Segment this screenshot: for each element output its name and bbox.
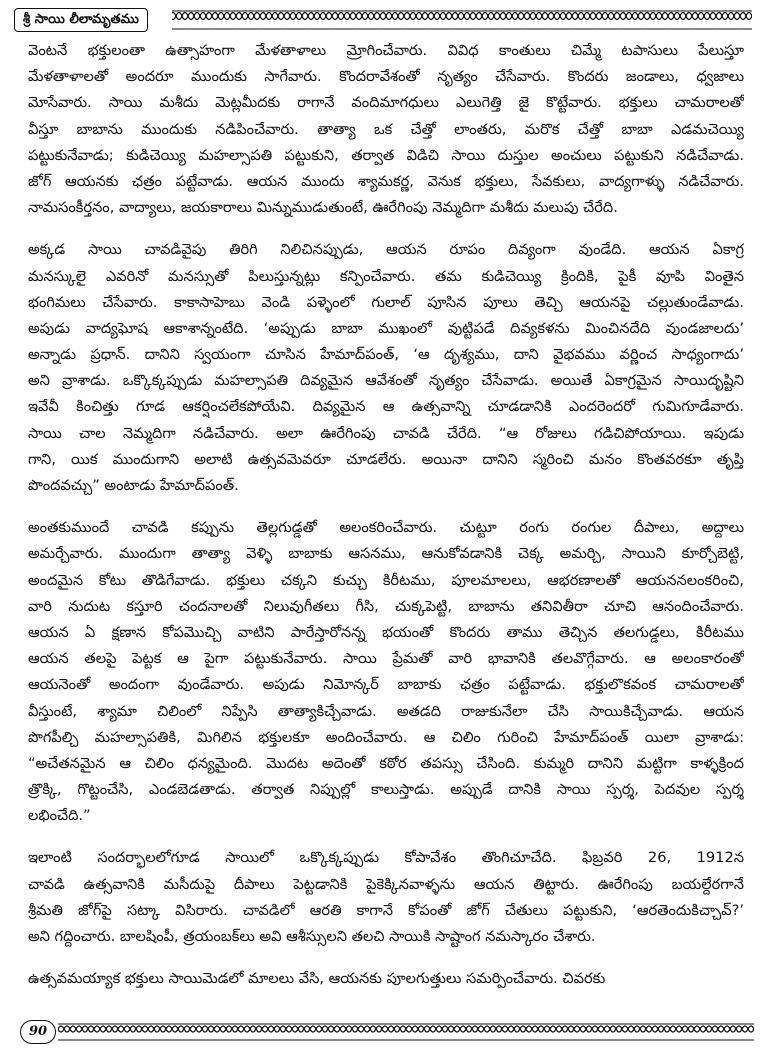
text-line: వారి నుదుట కస్తూరి చందనాలతో నిలువుగీతలు గీసి, చుక్కపెట్టి, బాబాను తనివితీరా చూచి ఆనందించేవారు. bbox=[28, 597, 744, 615]
page-footer bbox=[14, 1020, 754, 1046]
paragraph bbox=[28, 38, 744, 221]
paragraph bbox=[28, 966, 744, 992]
page-header bbox=[14, 8, 754, 32]
text-line: మనస్కులై ఎవరినో మనస్సుతో పిలుస్తున్నట్లు కన్పించేవారు. తమ కుడిచెయ్యి క్రిందికి, పైకీ వూపి వింతైన bbox=[28, 267, 744, 285]
text-line: పొగపీల్చి మహల్సాపతికి, మిగిలిన భక్తులకూ అందించేవారు. ఆ చిలిం గురించి హేమాద్‌పంత్ యిలా వ్రాశాడు: bbox=[28, 728, 744, 746]
text-line: ఇలాంటి సందర్భాలలోగూడ సాయిలో ఒక్కొక్కప్పుడు కోపావేశం తొంగిచూచేది. ఫిబ్రవరి 26, 1912న bbox=[28, 849, 744, 867]
paragraph bbox=[28, 515, 744, 829]
text-line: శ్రీమతి జోగ్‌పై సట్కా విసిరారు. చావడిలో ఆరతి కాగానే కోపంతో జోగ్ చేతులు పట్టుకుని, ‘ఆరతెందుకిచ్చావ్?’ bbox=[28, 901, 744, 919]
text-line: పొందవచ్చు” అంటాడు హేమాద్‌పంత్. bbox=[28, 477, 239, 494]
paragraph bbox=[28, 845, 744, 950]
text-line: మేళతాళాలతో అందరూ ముందుకు సాగేవారు. కొందరావేశంతో నృత్యం చేసేవారు. కొందరు జండాలు, ధ్వజాలు bbox=[28, 68, 744, 86]
text-line: అపుడు వాద్యఘోష ఆకాశాన్నంటేది. ‘అప్పుడు బాబా ముఖంలో వుట్టిపడే దివ్యకళను మించినదేది వుండజాలదు’ bbox=[28, 319, 744, 337]
text-line: ఇవేవీ కించిత్తు గూడ ఆకర్షించలేకపోయేవి. దివ్యమైన ఆ ఉత్సవాన్ని చూడడానికి ఎందరెందరో గుమిగూడేవారు. bbox=[28, 398, 744, 416]
text-line: వీస్తూ బాబాను ముందుకు నడిపించేవారు. తాత్యా ఒక చేత్తో లాంతరు, మరొక చేత్తో బాబా ఎడమచెయ్యి bbox=[28, 120, 744, 138]
text-line: ఉత్సవమయ్యాక భక్తులు సాయిమెడలో మాలలు వేసి, ఆయనకు పూలగుత్తులు సమర్పించేవారు. చివరకు bbox=[28, 970, 606, 988]
page-body bbox=[28, 38, 744, 1008]
text-line: “అచేతనమైన ఆ చిలిం ధన్యమైంది. మొదట అదెంతో కఠోర తపస్సు చేసింది. కుమ్మరి దానిని మట్టిగా కాళ్ళక్రింద bbox=[28, 754, 744, 772]
text-line: వీస్తుంటే, శ్యామా చిలింలో నిప్పేసి తాత్యాకిచ్చేవాడు. అతడది రాజుకునేలా చేసి సాయికిచ్చేవాడు. ఆయన bbox=[28, 702, 744, 720]
text-line: లభించేది.” bbox=[28, 807, 91, 825]
text-line: అన్నాడు ప్రధాన్. దానిని స్వయంగా చూసిన హేమాద్‌పంత్, ‘ఆ దృశ్యము, దాని వైభవము వర్ణించ సాధ్యంగాదు’ bbox=[28, 346, 744, 364]
text-line: వెంటనే భక్తులంతా ఉత్సాహంగా మేళతాళాలు మ్రోగించేవారు. వివిధ కాంతులు చిమ్మే టపాసులు పేలుస్తూ bbox=[28, 42, 744, 59]
text-line: జోగ్ ఆయనకు ఛత్రం పట్టేవాడు. ఆయన ముందు శ్యామకర్ణ, వెనుక భక్తులు, సేవకులు, వాద్యగాళ్ళు నడిచేవారు. bbox=[28, 172, 744, 190]
text-line: పట్టుకునేవాడు; కుడిచెయ్యి మహల్సాపతి పట్టుకుని, తర్వాత విడిచి సాయి దుస్తుల అంచులు పట్టుకుని నడిచేవాడు. bbox=[28, 146, 744, 164]
text-line: అంతకుముందే చావడి కప్పును తెల్లగుడ్డతో అలంకరించేవారు. చుట్టూ రంగు రంగుల దీపాలు, అద్దాలు bbox=[28, 519, 744, 537]
text-line: ఆయన ఏ క్షణాన కోపమొచ్చి వాటిని పారేస్తారోనన్న భయంతో కొందరు తాము తెచ్చిన తలగుడ్డలు, కిరీటము bbox=[28, 623, 744, 641]
text-line: అని గద్దించారు. బాలషింపీ, త్రయంబక్‌లు అవి ఆశీస్సులని తలచి సాయికి సాష్టాంగ నమస్కారం చేశారు. bbox=[28, 928, 596, 945]
text-line: అక్కడ సాయి చావడివైపు తిరిగి నిలిచినప్పుడు, ఆయన రూపం దివ్యంగా వుండేది. ఆయన ఏకాగ్ర bbox=[28, 241, 744, 259]
text-line: అమర్చేవారు. ముందుగా తాత్యా వెళ్ళి బాబాకు ఆసనము, ఆనుకోవడానికి చెక్క అమర్చి, సాయిని కూర్చోబెట్టి, bbox=[28, 545, 744, 563]
decorative-border bbox=[58, 1022, 754, 1042]
running-title: శ్రీ సాయి లీలామృతము bbox=[14, 8, 148, 32]
text-line: సాయి చాల నెమ్మదిగా నడిచేవారు. అలా ఊరేగింపు చావడి చేరేది. “ఆ రోజులు గడిచిపోయాయి. ఇపుడు bbox=[28, 424, 744, 442]
text-line: త్రొక్కి, గొట్టంచేసి, ఎండబెడతాడు. తర్వాత నిప్పుల్లో కాలుస్తాడు. అప్పుడే దానికి సాయి స్పర్శ, పెదవుల స్పర్శ bbox=[28, 781, 744, 799]
paragraph bbox=[28, 237, 744, 499]
text-line: మోసేవారు. సాయి మశీదు మెట్లమీదకు రాగానే వందిమాగధులు ఎలుగెత్తి జై కొట్టేవారు. భక్తులు చామరాలతో bbox=[28, 94, 744, 112]
text-line: అని వ్రాశాడు. ఒక్కొక్కప్పుడు మహల్సాపతి దివ్యమైన ఆవేశంతో నృత్యం చేసేవాడు. అయితే ఏకాగ్రమైన సాయిదృష్టిని bbox=[28, 372, 744, 390]
text-line: ఆయనెంతో అందంగా వుండేవారు. అపుడు నిమోన్కర్ బాబాకు ఛత్రం పట్టేవాడు. భక్తులొకవంక చామరాలతో bbox=[28, 676, 744, 694]
text-line: భంగిమలు చేసేవారు. కాకాసాహెబు వెండి పళ్ళెంలో గులాల్ పూసిన పూలు తెచ్చి ఆయనపై చల్లుతుండేవాడు. bbox=[28, 293, 744, 311]
text-line: అందమైన కోటు తొడిగేవాడు. భక్తులు చక్కని కుచ్చు కిరీటము, పూలమాలలు, ఆభరణాలతో ఆయననలంకరించి, bbox=[28, 571, 744, 589]
text-line: చావడి ఉత్సవానికి మసీదుపై దీపాలు పెట్టడానికి పైకెక్కినవాళ్ళను ఆయన తిట్టారు. ఊరేగింపు బయల్దేరగానే bbox=[28, 875, 744, 893]
page-number: 90 bbox=[20, 1020, 56, 1044]
text-line: గాని, యిక ముందుగాని అలాటి ఉత్సవమెవరూ చూడలేరు. అయినా దానిని స్మరించి మనం కొంతవరకూ తృప్తి bbox=[28, 450, 744, 468]
text-line: నామసంకీర్తనం, వాద్యాలు, జయకారాలు మిన్నుముడుతుంటే, ఊరేగింపు నెమ్మదిగా మశీదు మలుపు చేరేది. bbox=[28, 199, 618, 217]
text-line: ఆయన తలపై పెట్టక ఆ పైగా పట్టుకునేవారు. సాయి ప్రేమతో వారి భావానికి తలవొగ్గేవారు. ఆ అలంకారంతో bbox=[28, 650, 744, 668]
